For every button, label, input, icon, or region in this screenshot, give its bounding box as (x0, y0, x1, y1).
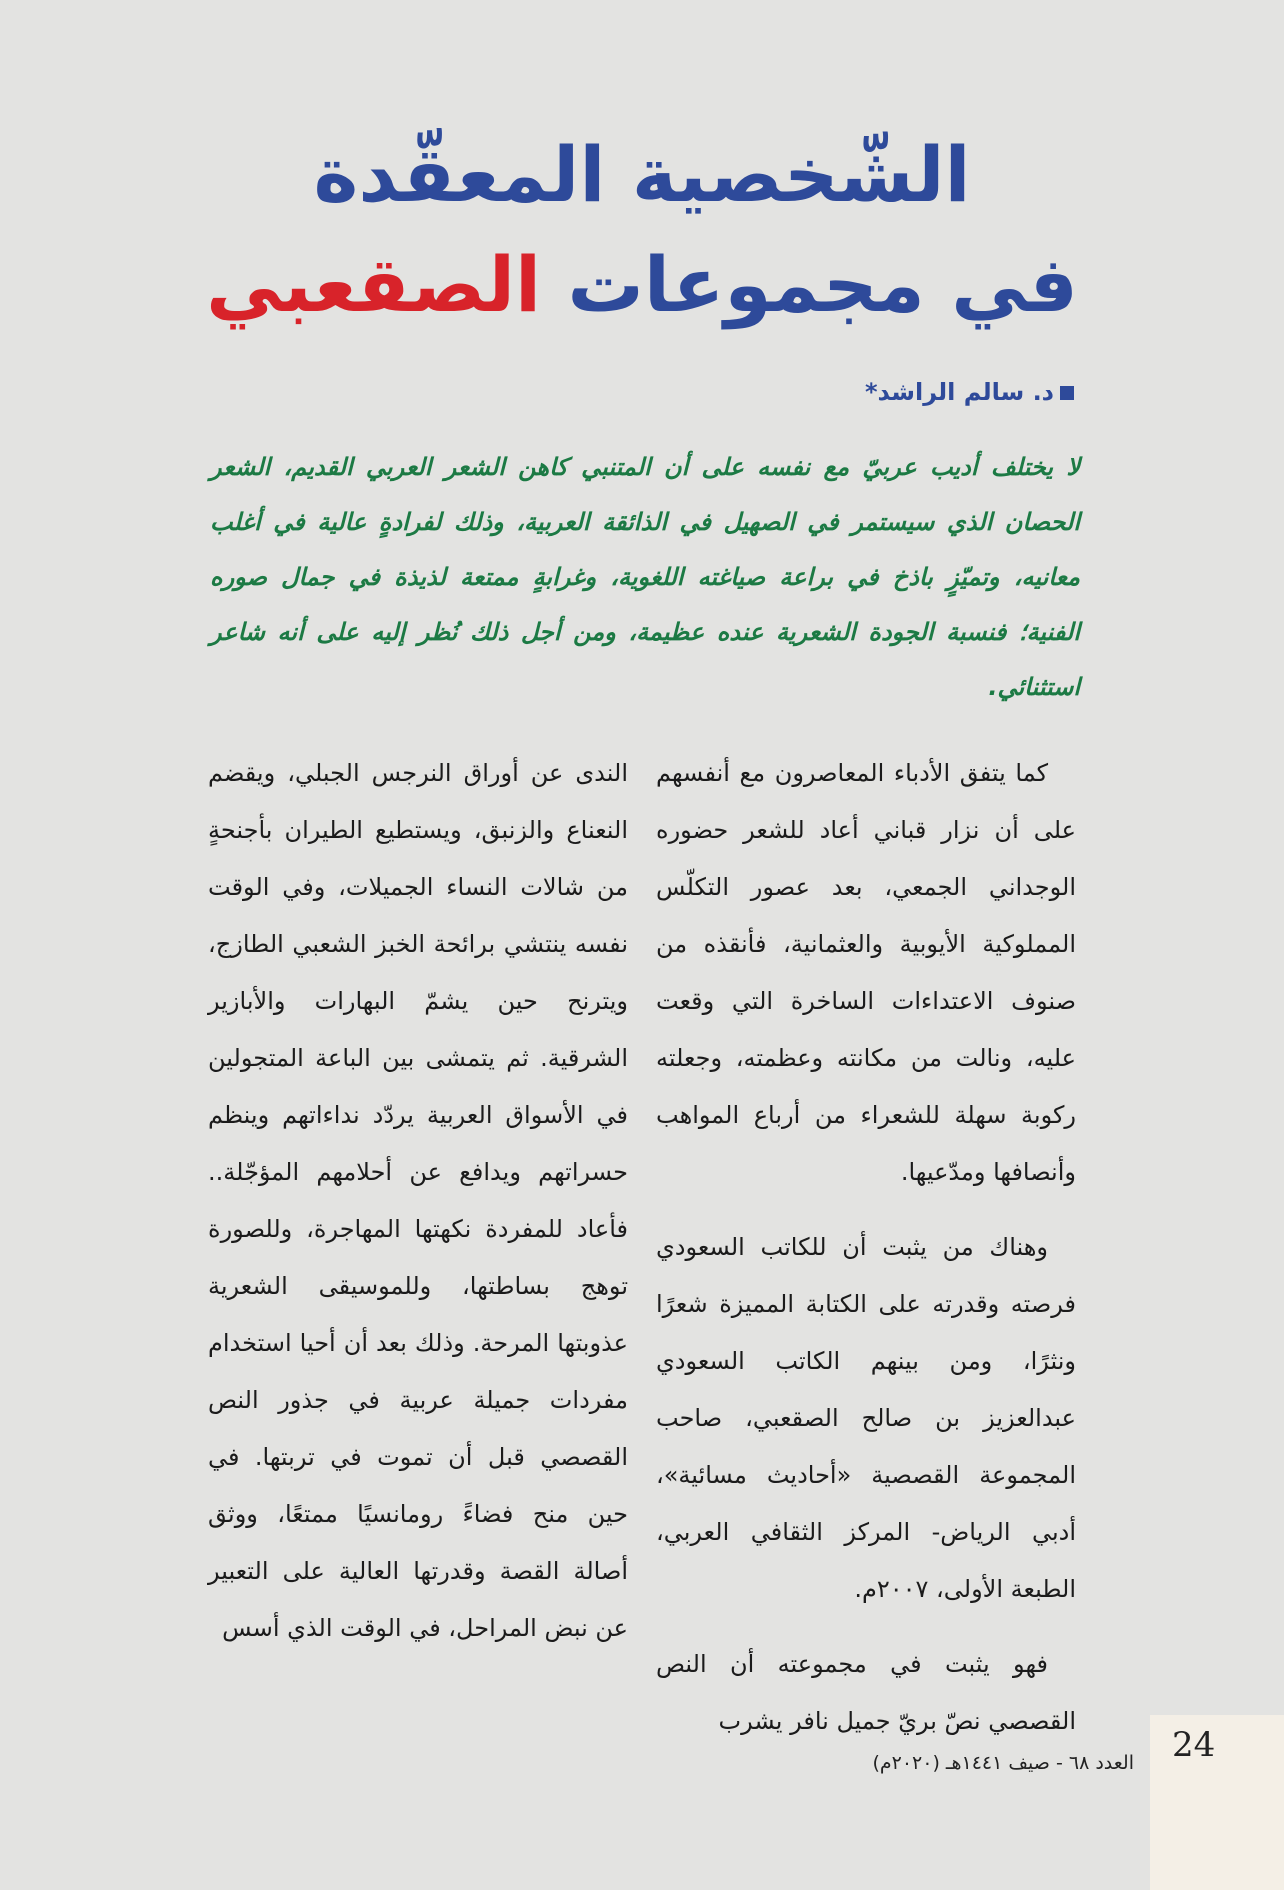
intro-paragraph: لا يختلف أديب عربيّ مع نفسه على أن المتنبي كاهن الشعر العربي القديم، الشعر الحصان الذي سيستمر في الصهيل في الذائقة العربية، وذلك لفرادةٍ عالية في أغلب معانيه، وتميّزٍ باذخ في براعة صياغته اللغوية، وغرابةٍ ممتعة لذيذة في جمال صوره الفنية؛ فنسبة الجودة الشعرية عنده عظيمة، ومن أجل ذلك نُظر إليه على أنه شاعر استثنائي. (210, 453, 1080, 701)
page-number-tab (1150, 1715, 1284, 1890)
body-paragraph: وهناك من يثبت أن للكاتب السعودي فرصته وقدرته على الكتابة المميزة شعرًا ونثرًا، ومن بينهم الكاتب السعودي عبدالعزيز بن صالح الصقعبي، صاحب المجموعة القصصية «أحاديث مسائية»، أدبي الرياض- المركز الثقافي العربي، الطبعة الأولى، ٢٠٠٧م. (656, 1233, 1076, 1603)
page-number: 24 (1172, 1725, 1216, 1765)
title-line-2-main: في مجموعات (567, 240, 1078, 329)
body-column-left (208, 745, 628, 1675)
author-byline (865, 378, 1074, 406)
square-bullet-icon (1060, 386, 1074, 400)
body-paragraph: الندى عن أوراق النرجس الجبلي، ويقضم النعناع والزنبق، ويستطيع الطيران بأجنحةٍ من شالات النساء الجميلات، وفي الوقت نفسه ينتشي برائحة الخبز الشعبي الطازج، ويترنح حين يشمّ البهارات والأبازير الشرقية. ثم يتمشى بين الباعة المتجولين في الأسواق العربية يردّد نداءاتهم وينظم حسراتهم ويدافع عن أحلامهم المؤجّلة.. فأعاد للمفردة نكهتها المهاجرة، وللصورة توهج بساطتها، وللموسيقى الشعرية عذوبتها المرحة. وذلك بعد أن أحيا استخدام مفردات جميلة عربية في جذور النص القصصي قبل أن تموت في تربتها. في حين منح فضاءً رومانسيًا ممتعًا، ووثق أصالة القصة وقدرتها العالية على التعبير عن نبض المراحل، في الوقت الذي أسس (208, 759, 628, 1642)
body-column-right (656, 745, 1076, 1768)
title-line-1: الشّخصية المعقّدة (313, 130, 971, 219)
body-paragraph: كما يتفق الأدباء المعاصرون مع أنفسهم على أن نزار قباني أعاد للشعر حضوره الوجداني الجمعي، بعد عصور التكلّس المملوكية الأيوبية والعثمانية، فأنقذه من صنوف الاعتداءات الساخرة التي وقعت عليه، ونالت من مكانته وعظمته، وجعلته ركوبة سهلة للشعراء من أرباع المواهب وأنصافها ومدّعيها. (656, 759, 1076, 1186)
issue-info: العدد ٦٨ - صيف ١٤٤١هـ (٢٠٢٠م) (872, 1752, 1134, 1774)
title-line-2 (0, 230, 1284, 340)
body-paragraph: فهو يثبت في مجموعته أن النص القصصي نصّ بريّ جميل نافر يشرب (656, 1650, 1076, 1735)
author-name: د. سالم الراشد* (865, 378, 1054, 406)
article-title (0, 120, 1284, 340)
title-line-2-accent: الصقعبي (206, 240, 542, 329)
